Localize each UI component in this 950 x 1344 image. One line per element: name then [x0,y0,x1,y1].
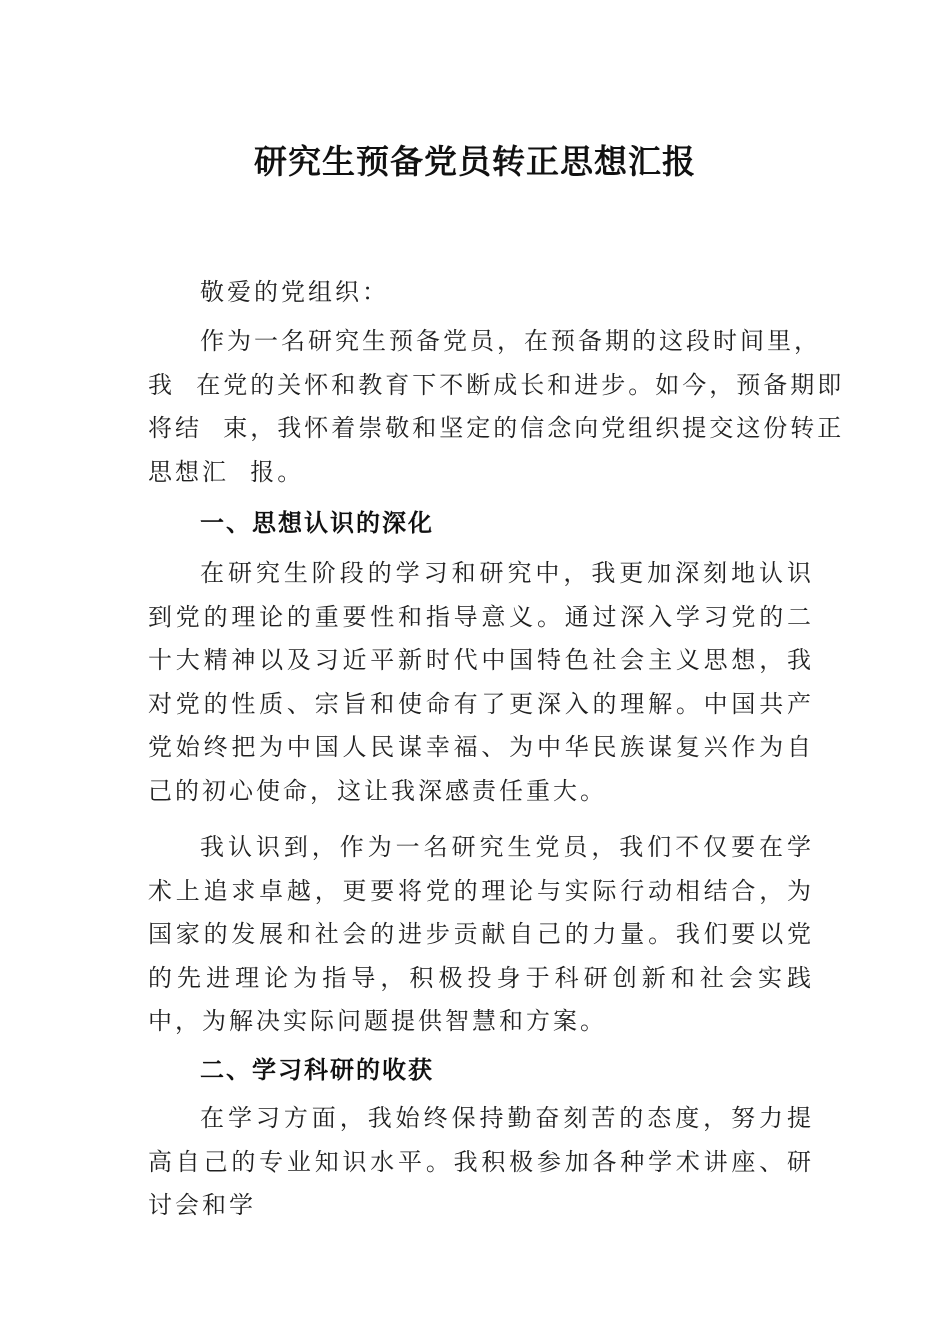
intro-line: 我 在党的关怀和教育下不断成长和进步。如今，预备期即 [148,370,845,399]
greeting-block [148,271,814,315]
intro-line: 作为一名研究生预备党员，在预备期的这段时间里， [200,327,821,355]
section1-paragraph: 在研究生阶段的学习和研究中，我更加深刻地认识到党的理论的重要性和指导意义。通过深入学习党的二十大精神以及习近平新时代中国特色社会主义思想，我对党的性质、宗旨和使命有了更深入的理解。中国共产党始终把为中国人民谋幸福、为中华民族谋复兴作为自己的初心使命，这让我深感责任重大。 [148,559,814,805]
section2-paragraph-1-block [148,1097,814,1228]
section1-paragraph: 我认识到，作为一名研究生党员，我们不仅要在学术上追求卓越，更要将党的理论与实际行动相结合，为国家的发展和社会的进步贡献自己的力量。我们要以党的先进理论为指导，积极投身于科研创新和社会实践中，为解决实际问题提供智慧和方案。 [148,833,814,1035]
document-title: 研究生预备党员转正思想汇报 [254,142,696,181]
section1-paragraph-2-block [148,826,814,1044]
section1-heading-block [148,502,814,546]
section2-heading-block [148,1049,814,1093]
intro-line: 思想汇 报。 [148,457,305,486]
intro-paragraph [148,320,845,494]
intro-line: 将结 束，我怀着崇敬和坚定的信念向党组织提交这份转正 [148,414,845,442]
intro-lines [148,320,845,494]
section-heading: 二、学习科研的收获 [200,1056,434,1084]
section1-paragraph-1-block [148,552,814,813]
section-heading: 一、思想认识的深化 [200,509,434,537]
section2-paragraph: 在学习方面，我始终保持勤奋刻苦的态度，努力提高自己的专业知识水平。我积极参加各种学术讲座、研讨会和学 [148,1104,814,1219]
greeting: 敬爱的党组织： [200,278,389,306]
